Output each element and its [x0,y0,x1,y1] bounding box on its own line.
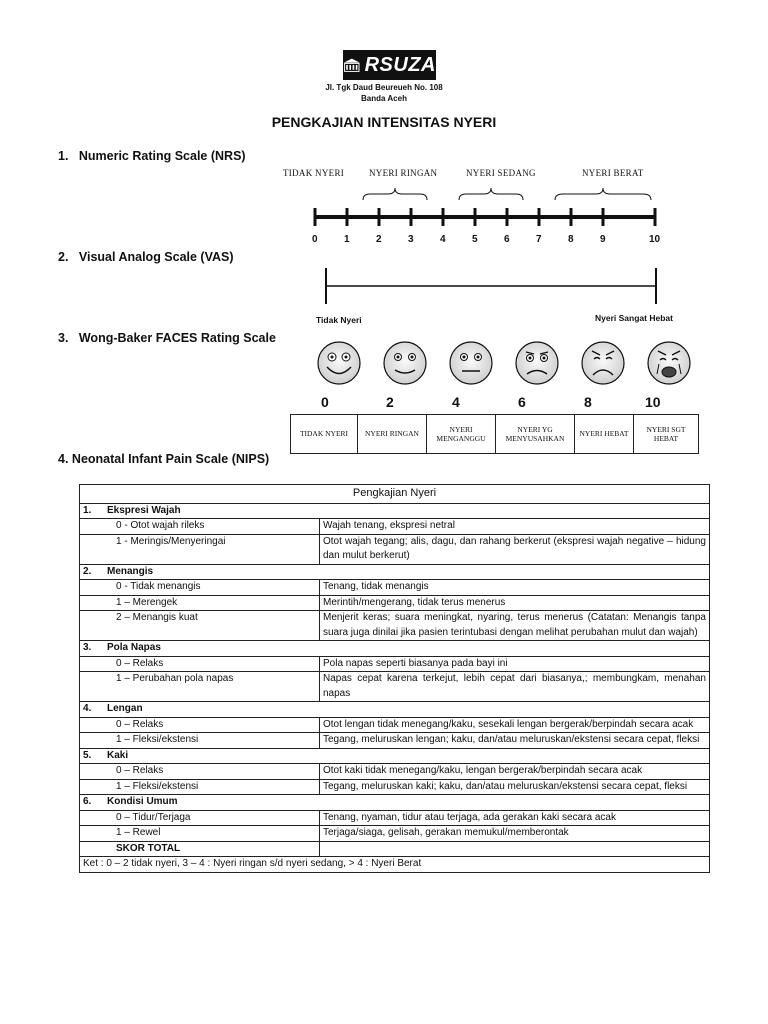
description-cell: Terjaga/siaga, gelisah, gerakan memukul/memberontak [320,826,710,842]
description-cell: Pola napas seperti biasanya pada bayi ini [320,656,710,672]
faces-label: NYERI YG MENYUSAHKAN [496,415,575,453]
description-cell: Merintih/mengerang, tidak terus menerus [320,595,710,611]
nrs-tick-label: 6 [504,234,510,245]
description-cell: Tenang, tidak menangis [320,580,710,596]
table-row [80,534,710,564]
nrs-tick-label: 9 [600,234,606,245]
section-number: 1. [58,149,69,163]
nrs-tick-label: 10 [649,234,661,245]
faces-label: NYERI HEBAT [575,415,634,453]
face-0-icon [318,342,360,384]
table-row [80,672,710,702]
table-row [80,519,710,535]
category-row [80,702,710,718]
category-row [80,564,710,580]
table-row [80,656,710,672]
section-label: Wong-Baker FACES Rating Scale [78,331,276,345]
score-cell: 1 – Rewel [80,826,320,842]
faces-score: 10 [645,394,661,410]
section-heading-faces [58,331,276,345]
total-row [80,841,710,857]
section-heading-nips [58,452,269,466]
category-name: Lengan [107,703,143,715]
description-cell: Otot kaki tidak menegang/kaku, lengan bergerak/berpindah secara acak [320,764,710,780]
nrs-scale-graphic [300,180,670,240]
faces-label: TIDAK NYERI [291,415,358,453]
description-cell: Otot lengan tidak menegang/kaku, sesekali lengan bergerak/berpindah secara acak [320,717,710,733]
score-cell: 0 – Tidur/Terjaga [80,810,320,826]
nrs-tick-label: 1 [344,234,350,245]
vas-right-label: Nyeri Sangat Hebat [595,313,673,323]
category-cell [80,702,710,718]
table-row [80,611,710,641]
score-cell: 0 - Otot wajah rileks [80,519,320,535]
nips-table [79,484,710,873]
category-row [80,795,710,811]
category-number: 4. [83,703,92,715]
footnote: Ket : 0 – 2 tidak nyeri, 3 – 4 : Nyeri ringan s/d nyeri sedang, > 4 : Nyeri Berat [80,857,710,873]
face-6-icon [516,342,558,384]
total-label: SKOR TOTAL [80,841,320,857]
address-line-2: Banda Aceh [361,94,407,103]
category-name: Kondisi Umum [107,796,178,808]
nrs-group-label: NYERI RINGAN [369,168,438,178]
category-name: Ekspresi Wajah [107,504,181,516]
description-cell: Napas cepat karena terkejut, lebih cepat dari biasanya,; membungkam, menahan napas [320,672,710,702]
page-title: PENGKAJIAN INTENSITAS NYERI [271,114,497,130]
category-number: 3. [83,642,92,654]
score-cell: 1 – Fleksi/ekstensi [80,779,320,795]
table-row [80,733,710,749]
nrs-brace-ringan [363,188,427,200]
category-cell [80,503,710,519]
score-cell: 0 – Relaks [80,717,320,733]
faces-graphic [300,340,700,390]
nrs-group-label: NYERI BERAT [582,168,644,178]
score-cell: 0 – Relaks [80,656,320,672]
faces-label: NYERI SGT HEBAT [646,424,686,443]
category-number: 5. [83,749,92,761]
table-row [80,764,710,780]
table-row [80,810,710,826]
nrs-tick-label: 2 [376,234,382,245]
score-cell: 2 – Menangis kuat [80,611,320,641]
score-cell: 1 – Merengek [80,595,320,611]
faces-score: 8 [584,394,592,410]
category-number: 1. [83,504,92,516]
table-row [80,717,710,733]
category-row [80,641,710,657]
category-cell [80,748,710,764]
category-name: Menangis [107,565,154,577]
table-row [80,779,710,795]
nrs-brace-berat [555,188,651,200]
section-label: Visual Analog Scale (VAS) [78,250,234,264]
section-number: 2. [58,250,69,264]
logo-text: RSUZA [364,53,436,76]
score-cell: 1 – Perubahan pola napas [80,672,320,702]
description-cell: Tegang, meluruskan kaki; kaku, dan/atau meluruskan/ekstensi secara cepat, fleksi [320,779,710,795]
description-cell: Otot wajah tegang; alis, dagu, dan rahang berkerut (ekspresi wajah negative – hidung dan mulut berkerut) [320,534,710,564]
score-cell: 1 - Meringis/Menyeringai [80,534,320,564]
vas-line-graphic [320,268,665,308]
table-header-row [80,485,710,504]
nrs-tick-label: 4 [440,234,446,245]
nrs-tick-label: 8 [568,234,574,245]
table-header: Pengkajian Nyeri [80,485,710,504]
faces-label: NYERI RINGAN [358,415,427,453]
faces-score: 4 [452,394,460,410]
section-number: 3. [58,331,69,345]
score-cell: 0 - Tidak menangis [80,580,320,596]
category-name: Pola Napas [107,642,161,654]
faces-label-table [290,414,699,454]
category-number: 6. [83,796,92,808]
building-icon [343,56,361,74]
table-row [80,826,710,842]
address-line-1: Jl. Tgk Daud Beureueh No. 108 [325,83,443,92]
table-row [80,580,710,596]
score-cell: 0 – Relaks [80,764,320,780]
description-cell: Wajah tenang, ekspresi netral [320,519,710,535]
description-cell: Tegang, meluruskan lengan; kaku, dan/atau meluruskan/ekstensi secara cepat, fleksi [320,733,710,749]
total-value-cell [320,841,710,857]
section-number: 4. [58,452,69,466]
face-4-icon [450,342,492,384]
vas-left-label: Tidak Nyeri [316,315,362,325]
category-row [80,748,710,764]
section-label: Numeric Rating Scale (NRS) [78,149,246,163]
face-2-icon [384,342,426,384]
faces-score: 2 [386,394,394,410]
description-cell: Menjerit keras; suara meningkat, nyaring, terus menerus (Catatan: Menangis tanpa suara juga dinilai jika pasien terintubasi dengan melihat perubahan mulut dan wajah) [320,611,710,641]
table-row [80,595,710,611]
face-10-icon [648,342,690,384]
footnote-row [80,857,710,873]
nrs-tick-label: 5 [472,234,478,245]
section-heading-nrs [58,149,246,163]
nrs-brace-sedang [459,188,523,200]
hospital-logo [343,50,436,80]
description-cell: Tenang, nyaman, tidur atau terjaga, ada gerakan kaki secara acak [320,810,710,826]
category-cell [80,564,710,580]
nrs-tick-label: 3 [408,234,414,245]
nrs-tick-label: 0 [312,234,318,245]
category-cell [80,641,710,657]
nrs-tick-label: 7 [536,234,542,245]
category-row [80,503,710,519]
faces-score: 6 [518,394,526,410]
nrs-group-label: NYERI SEDANG [466,168,536,178]
faces-label: NYERI MENGANGGU [427,415,496,453]
score-cell: 1 – Fleksi/ekstensi [80,733,320,749]
category-cell [80,795,710,811]
nrs-group-label: TIDAK NYERI [283,168,345,178]
faces-score: 0 [321,394,329,410]
face-8-icon [582,342,624,384]
category-number: 2. [83,565,92,577]
section-heading-vas [58,250,234,264]
section-label: Neonatal Infant Pain Scale (NIPS) [71,452,270,466]
category-name: Kaki [107,749,129,761]
